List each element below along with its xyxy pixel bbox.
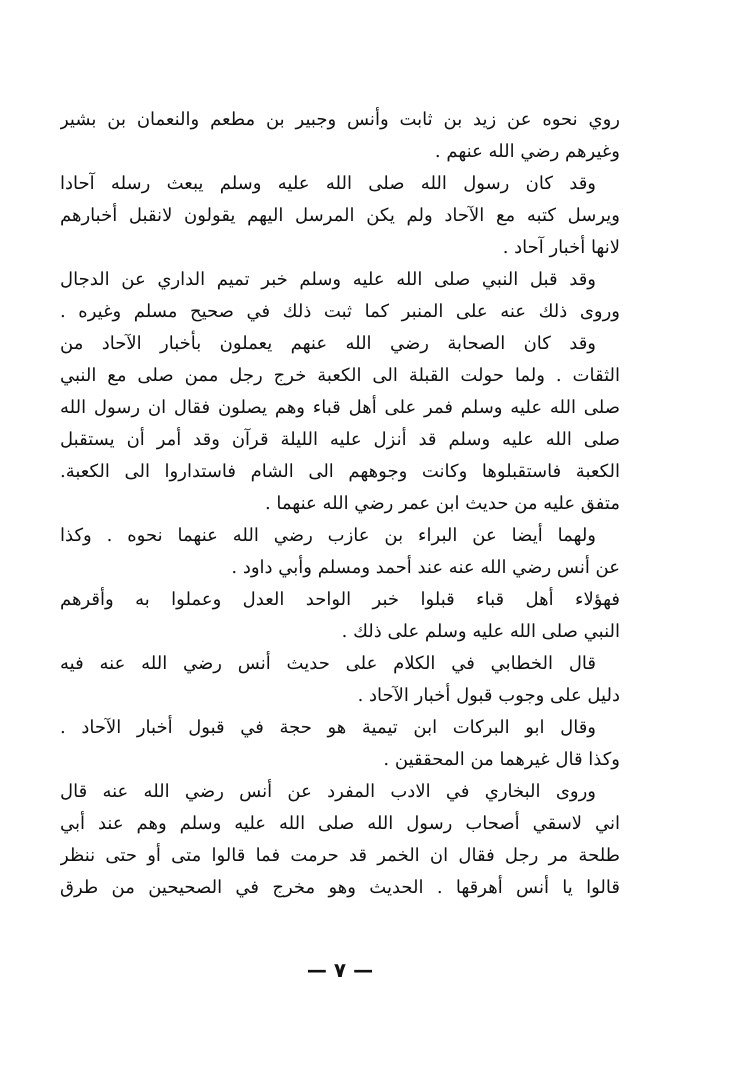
- text-line: قال الخطابي في الكلام على حديث أنس رضي الله عنه فيه: [60, 653, 596, 674]
- text-line: الثقات . ولما حولت القبلة الى الكعبة خرج رجل ممن صلى مع النبي: [60, 365, 620, 386]
- text-line: صلى الله عليه وسلم قد أنزل عليه الليلة قرآن وقد أمر أن يستقبل: [60, 429, 620, 450]
- text-line: قالوا يا أنس أهرقها . الحديث وهو مخرج في الصحيحين من طرق: [60, 877, 620, 898]
- text-line: وقال ابو البركات ابن تيمية هو حجة في قبول أخبار الآحاد .: [60, 717, 596, 738]
- text-line: متفق عليه من حديث ابن عمر رضي الله عنهما .: [264, 493, 620, 514]
- text-line: وكذا قال غيرهما من المحققين .: [383, 749, 620, 770]
- text-line: وروى ذلك عنه على المنبر كما ثبت ذلك في صحيح مسلم وغيره .: [60, 301, 620, 322]
- text-line: وقد كان رسول الله صلى الله عليه وسلم يبعث رسله آحادا: [60, 173, 596, 194]
- text-line: وقد قبل النبي صلى الله عليه وسلم خبر تميم الداري عن الدجال: [60, 269, 596, 290]
- text-line: دليل على وجوب قبول أخبار الآحاد .: [357, 685, 620, 706]
- text-line: اني لاسقي أصحاب رسول الله صلى الله عليه وسلم وهم عند أبي: [60, 813, 620, 834]
- text-line: فهؤلاء أهل قباء قبلوا خبر الواحد العدل وعملوا به وأقرهم: [60, 589, 620, 610]
- text-line: وغيرهم رضي الله عنهم .: [434, 141, 620, 162]
- text-line: وقد كان الصحابة رضي الله عنهم يعملون بأخبار الآحاد من: [60, 333, 596, 354]
- text-line: لانها أخبار آحاد .: [502, 237, 620, 258]
- text-line: وروى البخاري في الادب المفرد عن أنس رضي الله عنه قال: [60, 781, 596, 802]
- text-line: روي نحوه عن زيد بن ثابت وأنس وجبير بن مطعم والنعمان بن بشير: [60, 109, 620, 130]
- text-line: عن أنس رضي الله عنه عند أحمد ومسلم وأبي داود .: [231, 557, 620, 578]
- text-line: النبي صلى الله عليه وسلم على ذلك .: [341, 621, 620, 642]
- text-line: ولهما أيضا عن البراء بن عازب رضي الله عنهما نحوه . وكذا: [60, 525, 596, 546]
- text-line: طلحة مر رجل فقال ان الخمر قد حرمت فما قالوا متى أو حتى ننظر: [60, 845, 620, 866]
- text-line: الكعبة فاستقبلوها وكانت وجوههم الى الشام فاستداروا الى الكعبة.: [60, 461, 620, 482]
- text-line: ويرسل كتبه مع الآحاد ولم يكن المرسل اليهم يقولون لانقبل أخبارهم: [60, 205, 620, 226]
- text-line: صلى الله عليه وسلم فمر على أهل قباء وهم يصلون فقال ان رسول الله: [60, 397, 620, 418]
- body-text: [60, 104, 620, 904]
- page-number: — ٧ —: [306, 958, 374, 982]
